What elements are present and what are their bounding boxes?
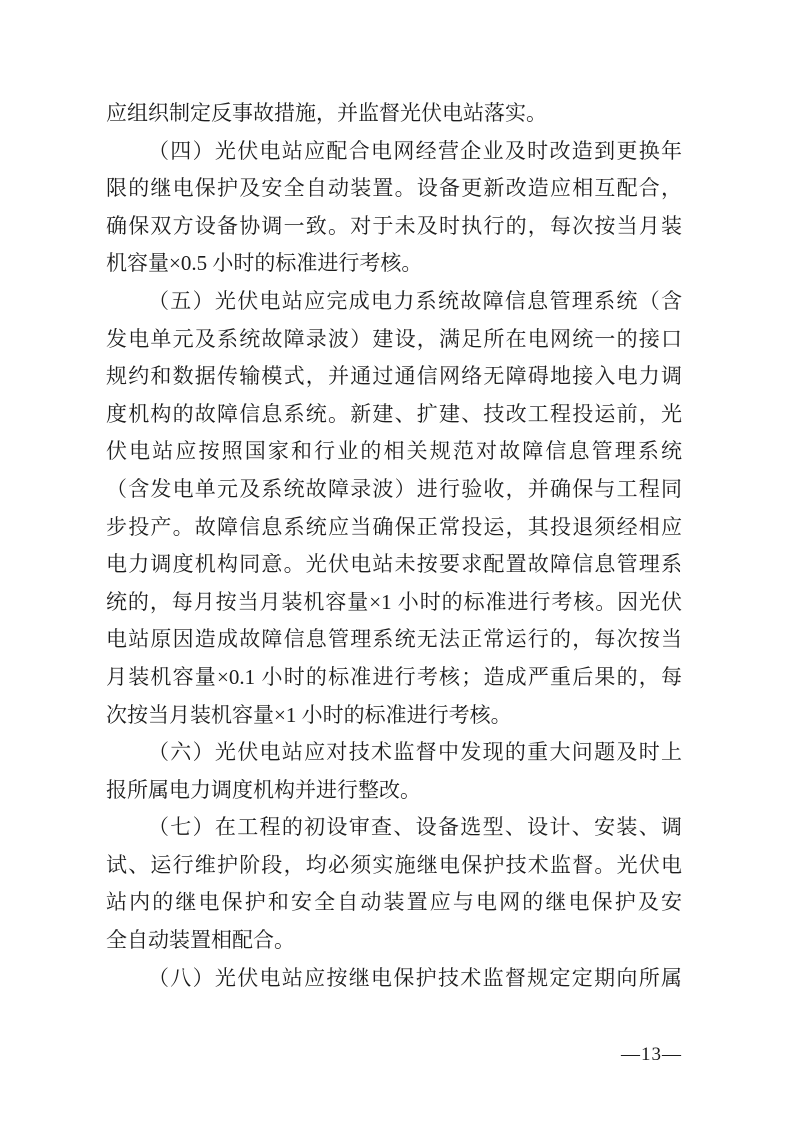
text-line: 度机构的故障信息系统。新建、扩建、技改工程投运前，光 — [106, 401, 682, 426]
text-line: 月装机容量×0.1 小时的标准进行考核；造成严重后果的，每 — [106, 664, 682, 689]
text-line: 试、运行维护阶段，均必须实施继电保护技术监督。光伏电 — [106, 852, 682, 877]
text-line: （四）光伏电站应配合电网经营企业及时改造到更换年 — [148, 138, 682, 163]
text-line: 站内的继电保护和安全自动装置应与电网的继电保护及安 — [106, 890, 682, 915]
text-line: （五）光伏电站应完成电力系统故障信息管理系统（含 — [148, 288, 682, 313]
text-line: 电力调度机构同意。光伏电站未按要求配置故障信息管理系 — [106, 552, 682, 577]
text-line: 报所属电力调度机构并进行整改。 — [106, 777, 421, 802]
text-line: 次按当月装机容量×1 小时的标准进行考核。 — [106, 702, 512, 727]
text-line: （八）光伏电站应按继电保护技术监督规定定期向所属 — [148, 965, 682, 990]
text-line: 电站原因造成故障信息管理系统无法正常运行的，每次按当 — [106, 627, 682, 652]
text-line: （含发电单元及系统故障录波）进行验收，并确保与工程同 — [106, 476, 682, 501]
text-line: 机容量×0.5 小时的标准进行考核。 — [106, 251, 423, 276]
text-line: 步投产。故障信息系统应当确保正常投运，其投退须经相应 — [106, 514, 682, 539]
text-line: （六）光伏电站应对技术监督中发现的重大问题及时上 — [148, 740, 682, 765]
text-line: 统的，每月按当月装机容量×1 小时的标准进行考核。因光伏 — [106, 589, 682, 614]
text-line: 伏电站应按照国家和行业的相关规范对故障信息管理系统 — [106, 439, 682, 464]
text-line: 限的继电保护及安全自动装置。设备更新改造应相互配合， — [106, 176, 682, 201]
text-line: 规约和数据传输模式，并通过通信网络无障碍地接入电力调 — [106, 364, 682, 389]
text-line: 确保双方设备协调一致。对于未及时执行的，每次按当月装 — [106, 213, 682, 238]
text-line: 应组织制定反事故措施，并监督光伏电站落实。 — [106, 101, 547, 125]
page-number: —13— — [621, 1044, 682, 1065]
text-line: （七）在工程的初设审查、设备选型、设计、安装、调 — [148, 815, 682, 840]
text-line: 全自动装置相配合。 — [106, 928, 295, 953]
text-line: 发电单元及系统故障录波）建设，满足所在电网统一的接口 — [106, 326, 682, 351]
body-text — [106, 95, 682, 997]
